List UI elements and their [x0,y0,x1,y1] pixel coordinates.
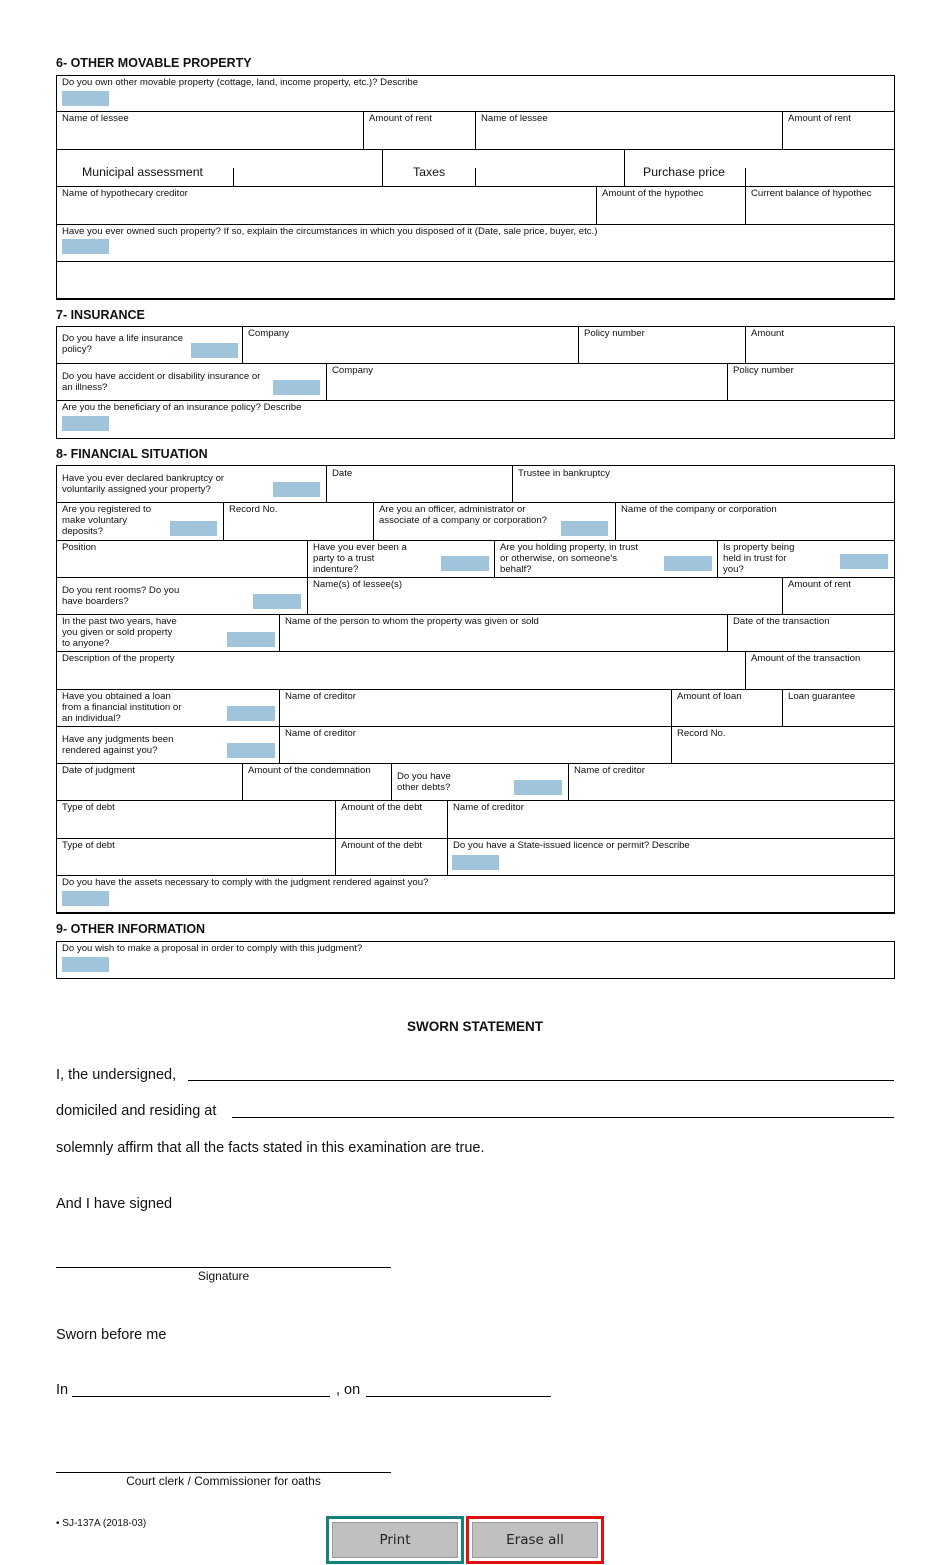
domiciled-line[interactable] [232,1117,894,1118]
held-field[interactable] [840,554,888,569]
amount-condemnation-label: Amount of the condemnation [248,765,371,776]
print-button-label: Print [332,1522,458,1558]
accident-insurance-field[interactable] [273,380,320,395]
rent1-label: Amount of rent [369,113,432,124]
beneficiary-field[interactable] [62,416,109,431]
company2-label: Company [332,365,374,376]
assets-field[interactable] [62,891,109,906]
on-line[interactable] [366,1396,551,1397]
section-9-title: 9- OTHER INFORMATION [56,922,206,936]
in-label: In [56,1382,69,1398]
q-bankruptcy: Have you ever declared bankruptcy or voluntarily assigned your property? [62,473,225,495]
owned-property-field[interactable] [62,239,109,254]
proposal-field[interactable] [62,957,109,972]
section-7-title: 7- INSURANCE [56,308,145,322]
rent-label: Amount of rent [788,579,851,590]
section-8-title: 8- FINANCIAL SITUATION [56,447,208,461]
creditor4-label: Name of creditor [453,802,524,813]
q-owned-property: Have you ever owned such property? If so, explain the circumstances in which you disposed of it (Date, sale price, buyer, etc.) [62,226,598,237]
rooms-field[interactable] [253,594,301,609]
date-judgment-label: Date of judgment [62,765,136,776]
lessees-label: Name(s) of lessee(s) [313,579,403,590]
affirm-text: solemnly affirm that all the facts stated in this examination are true. [56,1140,485,1156]
other-debts-field[interactable] [514,780,562,795]
q-given: In the past two years, have you given or sold property to anyone? [62,616,177,649]
sworn-before-text: Sworn before me [56,1327,167,1343]
clerk-line[interactable] [56,1472,391,1473]
date-transaction-label: Date of the transaction [733,616,830,627]
registered-field[interactable] [170,521,217,536]
q-accident-insurance: Do you have accident or disability insurance or an illness? [62,371,261,393]
type-debt1-label: Type of debt [62,802,115,813]
holding-field[interactable] [664,556,712,571]
person-label: Name of the person to whom the property was given or sold [285,616,539,627]
creditor3-label: Name of creditor [574,765,645,776]
q-rooms: Do you rent rooms? Do you have boarders? [62,585,180,607]
q-judgments: Have any judgments been rendered against you? [62,734,174,756]
judgments-field[interactable] [227,743,275,758]
hyp-balance-label: Current balance of hypothec [751,188,872,199]
amount-debt2-label: Amount of the debt [341,840,423,851]
print-button[interactable] [326,1516,464,1564]
form-id: • SJ-137A (2018-03) [56,1518,147,1529]
date-label: Date [332,468,353,479]
q-own-property: Do you own other movable property (cottage, land, income property, etc.)? Describe [62,77,419,88]
q-beneficiary: Are you the beneficiary of an insurance policy? Describe [62,402,302,413]
sworn-title: SWORN STATEMENT [407,1019,543,1034]
clerk-label: Court clerk / Commissioner for oaths [126,1474,321,1488]
signature-label: Signature [197,1269,250,1283]
signed-text: And I have signed [56,1196,173,1212]
loan-field[interactable] [227,706,275,721]
given-field[interactable] [227,632,275,647]
amount-loan-label: Amount of loan [677,691,742,702]
policy1-label: Policy number [584,328,645,339]
amount-label: Amount [751,328,785,339]
in-line[interactable] [72,1396,330,1397]
q-registered: Are you registered to make voluntary deposits? [62,504,152,537]
lessee1-label: Name of lessee [62,113,129,124]
signature-line[interactable] [56,1267,391,1268]
q-proposal: Do you wish to make a proposal in order to comply with this judgment? [62,943,363,954]
creditor2-label: Name of creditor [285,728,356,739]
q-licence: Do you have a State-issued licence or permit? Describe [453,840,690,851]
licence-field[interactable] [452,855,499,870]
undersigned-line[interactable] [188,1080,894,1081]
q-holding: Are you holding property, in trust or otherwise, on someone's behalf? [500,542,638,575]
amount-debt1-label: Amount of the debt [341,802,423,813]
rent2-label: Amount of rent [788,113,851,124]
q-officer: Are you an officer, administrator or associate of a company or corporation? [379,504,547,526]
guarantee-label: Loan guarantee [788,691,856,702]
q-loan: Have you obtained a loan from a financial institution or an individual? [62,691,182,724]
trust-field[interactable] [441,556,489,571]
q-assets: Do you have the assets necessary to comply with the judgment rendered against you? [62,877,429,888]
record2-label: Record No. [677,728,726,739]
erase-all-button[interactable] [466,1516,604,1564]
company-name-label: Name of the company or corporation [621,504,777,515]
amount-transaction-label: Amount of the transaction [751,653,861,664]
desc-property-label: Description of the property [62,653,175,664]
q-held: Is property being held in trust for you? [723,542,795,575]
undersigned-label: I, the undersigned, [56,1067,177,1083]
officer-field[interactable] [561,521,608,536]
own-property-field[interactable] [62,91,109,106]
life-insurance-field[interactable] [191,343,238,358]
q-life-insurance: Do you have a life insurance policy? [62,333,184,355]
taxes-label: Taxes [413,165,446,179]
creditor1-label: Name of creditor [285,691,356,702]
municipal-label: Municipal assessment [82,165,203,179]
position-label: Position [62,542,97,553]
on-label: , on [336,1382,361,1398]
hyp-creditor-label: Name of hypothecary creditor [62,188,188,199]
type-debt2-label: Type of debt [62,840,115,851]
purchase-label: Purchase price [643,165,726,179]
q-trust: Have you ever been a party to a trust indenture? [313,542,407,575]
lessee2-label: Name of lessee [481,113,548,124]
trustee-label: Trustee in bankruptcy [518,468,610,479]
domiciled-label: domiciled and residing at [56,1103,217,1119]
section-6-title: 6- OTHER MOVABLE PROPERTY [56,56,252,70]
q-other-debts: Do you have other debts? [397,771,451,793]
erase-all-button-label: Erase all [472,1522,598,1558]
policy2-label: Policy number [733,365,794,376]
hyp-amount-label: Amount of the hypothec [602,188,704,199]
bankruptcy-field[interactable] [273,482,320,497]
company1-label: Company [248,328,290,339]
record1-label: Record No. [229,504,278,515]
